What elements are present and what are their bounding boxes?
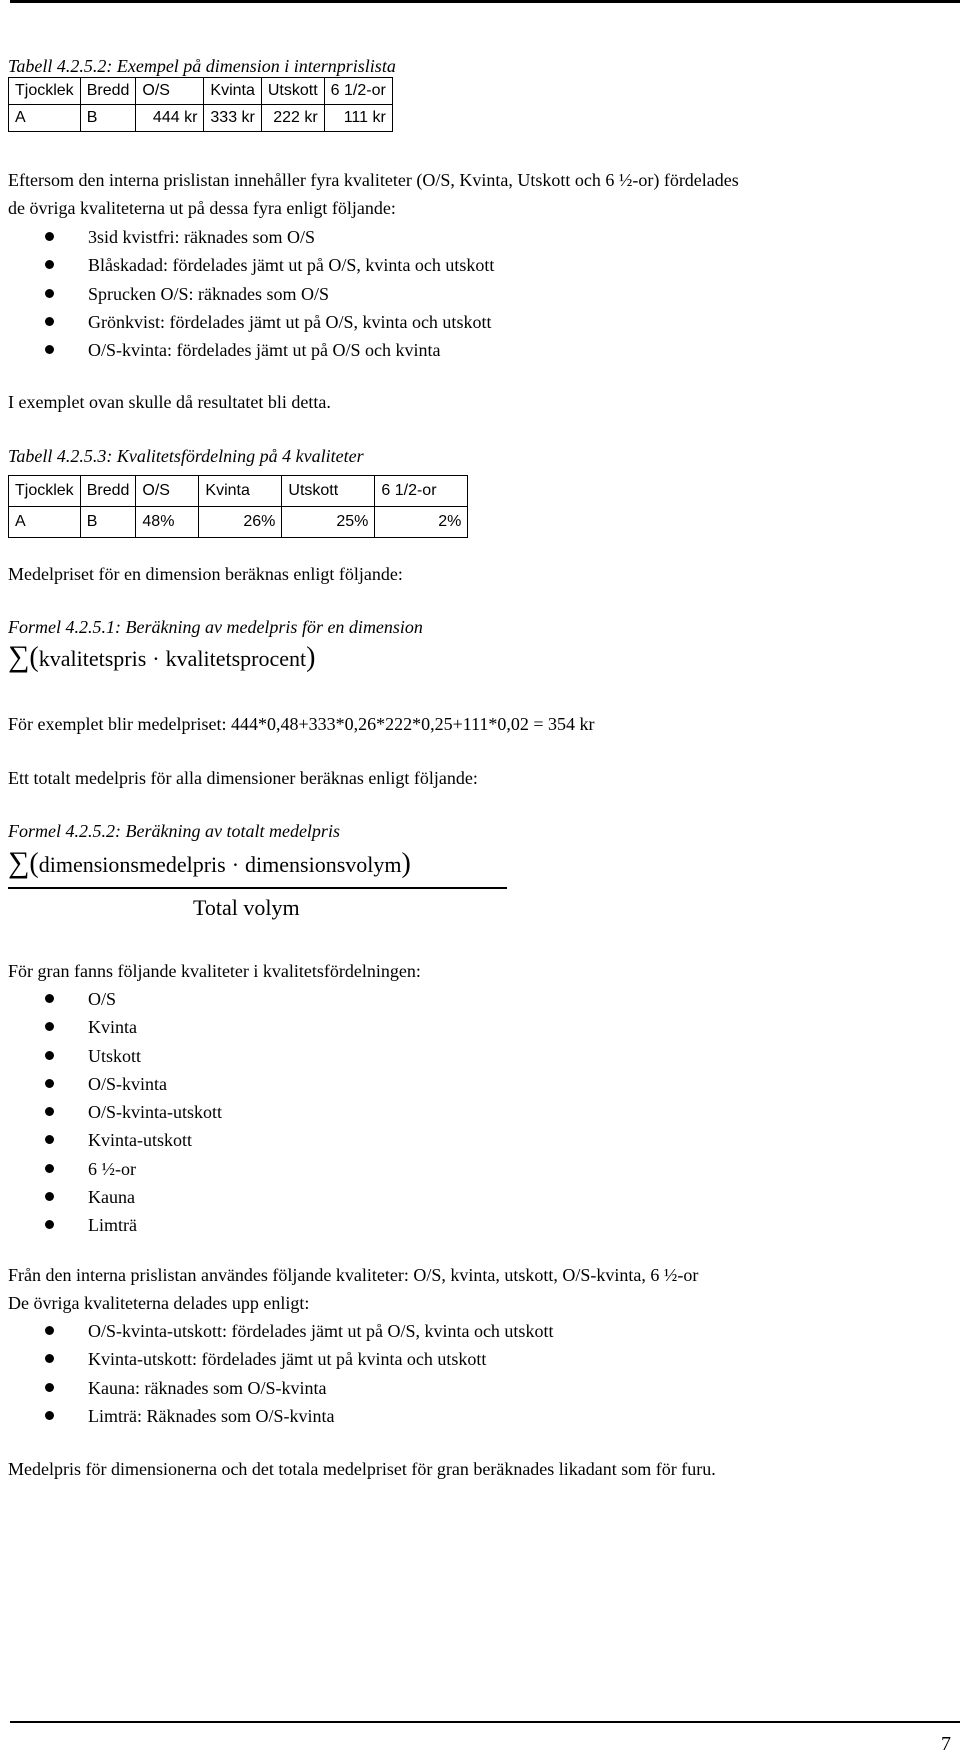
table2-header-row	[9, 476, 468, 507]
paragraph: Medelpris för dimensionerna och det totala medelpriset för gran beräknades likadant som för furu.	[8, 1459, 716, 1479]
list-item: Kauna: räknades som O/S-kvinta	[0, 1377, 553, 1405]
table2-header-cell: Kvinta	[199, 476, 282, 507]
paragraph: I exemplet ovan skulle då resultatet bli detta.	[8, 392, 331, 412]
table1-header-cell: Utskott	[261, 78, 324, 105]
paragraph: För gran fanns följande kvaliteter i kvalitetsfördelningen:	[8, 961, 421, 981]
list-item: 3sid kvistfri: räknades som O/S	[0, 226, 494, 254]
table2-header-cell: Utskott	[282, 476, 375, 507]
table2-header-cell: Tjocklek	[9, 476, 81, 507]
paragraph-line: Från den interna prislistan användes följande kvaliteter: O/S, kvinta, utskott, O/S-kvinta, 6 ½-or	[8, 1265, 699, 1285]
bullet-icon	[45, 260, 54, 269]
formula-term: dimensionsmedelpris	[38, 852, 226, 877]
table1-caption: Tabell 4.2.5.2: Exempel på dimension i internprislista	[8, 56, 396, 76]
formula-term: kvalitetsprocent	[165, 646, 307, 671]
formula2-caption: Formel 4.2.5.2: Beräkning av totalt medelpris	[8, 821, 340, 841]
table1-header-cell: Bredd	[80, 78, 136, 105]
table2-cell: B	[80, 507, 136, 538]
formula-dot: ·	[231, 852, 240, 877]
bullet-icon	[45, 1135, 54, 1144]
footer-rule	[10, 1721, 960, 1723]
formula-paren: (	[29, 848, 39, 879]
formula-paren: )	[401, 848, 411, 879]
table2-cell: 2%	[375, 507, 468, 538]
table2-header-cell: Bredd	[80, 476, 136, 507]
table2	[8, 475, 468, 538]
table2-header-cell: 6 1/2-or	[375, 476, 468, 507]
paragraph: Ett totalt medelpris för alla dimensioner beräknas enligt följande:	[8, 768, 478, 788]
top-rule	[10, 0, 960, 3]
list-item: Blåskadad: fördelades jämt ut på O/S, kvinta och utskott	[0, 254, 494, 282]
sigma-icon: ∑	[8, 640, 30, 673]
list-item: Kauna	[0, 1186, 222, 1214]
paragraph-line: Eftersom den interna prislistan innehåller fyra kvaliteter (O/S, Kvinta, Utskott och 6 ½-or) fördelades	[8, 170, 739, 190]
table2-cell: 26%	[199, 507, 282, 538]
list-item: 6 ½-or	[0, 1158, 222, 1186]
formula-dot: ·	[152, 646, 160, 671]
bullet-list-2	[0, 988, 222, 1243]
table2-caption: Tabell 4.2.5.3: Kvalitetsfördelning på 4 kvaliteter	[8, 446, 364, 466]
table1-cell: 222 kr	[261, 105, 324, 132]
bullet-icon	[45, 1383, 54, 1392]
paragraph: Medelpriset för en dimension beräknas enligt följande:	[8, 564, 403, 584]
list-item: Kvinta-utskott	[0, 1129, 222, 1157]
bullet-icon	[45, 1220, 54, 1229]
formula-term: dimensionsvolym	[245, 852, 402, 877]
table1	[8, 77, 393, 132]
formula-paren: )	[306, 642, 316, 673]
formula1-caption: Formel 4.2.5.1: Beräkning av medelpris för en dimension	[8, 617, 423, 637]
bullet-icon	[45, 345, 54, 354]
list-item: Kvinta-utskott: fördelades jämt ut på kvinta och utskott	[0, 1348, 553, 1376]
bullet-icon	[45, 289, 54, 298]
paragraph-line: de övriga kvaliteterna ut på dessa fyra enligt följande:	[8, 198, 396, 218]
table2-cell: A	[9, 507, 81, 538]
bullet-icon	[45, 1354, 54, 1363]
page-number: 7	[941, 1733, 951, 1755]
list-item: Kvinta	[0, 1016, 222, 1044]
table1-cell: 333 kr	[204, 105, 261, 132]
bullet-icon	[45, 1326, 54, 1335]
formula-paren: (	[29, 642, 39, 673]
bullet-icon	[45, 232, 54, 241]
table1-header-cell: O/S	[136, 78, 204, 105]
list-item: O/S-kvinta	[0, 1073, 222, 1101]
table2-header-cell: O/S	[136, 476, 199, 507]
formula1	[8, 642, 315, 673]
formula-term: kvalitetspris	[38, 646, 147, 671]
fraction-line	[8, 887, 507, 889]
bullet-icon	[45, 1051, 54, 1060]
bullet-icon	[45, 317, 54, 326]
list-item: O/S-kvinta: fördelades jämt ut på O/S och kvinta	[0, 339, 494, 367]
bullet-icon	[45, 1192, 54, 1201]
table2-cell: 25%	[282, 507, 375, 538]
table1-header-cell: Tjocklek	[9, 78, 81, 105]
bullet-icon	[45, 1022, 54, 1031]
bullet-list-1	[0, 226, 494, 367]
list-item: Limträ	[0, 1214, 222, 1242]
table1-header-row	[9, 78, 393, 105]
table1-header-cell: Kvinta	[204, 78, 261, 105]
table1-cell: 111 kr	[324, 105, 392, 132]
bullet-list-3	[0, 1320, 553, 1433]
bullet-icon	[45, 1411, 54, 1420]
list-item: O/S	[0, 988, 222, 1016]
list-item: O/S-kvinta-utskott: fördelades jämt ut på O/S, kvinta och utskott	[0, 1320, 553, 1348]
list-item: Grönkvist: fördelades jämt ut på O/S, kvinta och utskott	[0, 311, 494, 339]
table1-cell: 444 kr	[136, 105, 204, 132]
paragraph-line: De övriga kvaliteterna delades upp enligt:	[8, 1293, 310, 1313]
bullet-icon	[45, 1164, 54, 1173]
table2-row	[9, 507, 468, 538]
table1-cell: A	[9, 105, 81, 132]
bullet-icon	[45, 994, 54, 1003]
formula-denominator: Total volym	[193, 895, 300, 920]
list-item: Utskott	[0, 1045, 222, 1073]
list-item: O/S-kvinta-utskott	[0, 1101, 222, 1129]
bullet-icon	[45, 1079, 54, 1088]
table2-cell: 48%	[136, 507, 199, 538]
list-item: Sprucken O/S: räknades som O/S	[0, 283, 494, 311]
table1-row	[9, 105, 393, 132]
sigma-icon: ∑	[8, 846, 30, 879]
paragraph: För exemplet blir medelpriset: 444*0,48+333*0,26*222*0,25+111*0,02 = 354 kr	[8, 714, 595, 734]
formula2-numerator	[8, 848, 411, 879]
table1-header-cell: 6 1/2-or	[324, 78, 392, 105]
list-item: Limträ: Räknades som O/S-kvinta	[0, 1405, 553, 1433]
bullet-icon	[45, 1107, 54, 1116]
table1-cell: B	[80, 105, 136, 132]
